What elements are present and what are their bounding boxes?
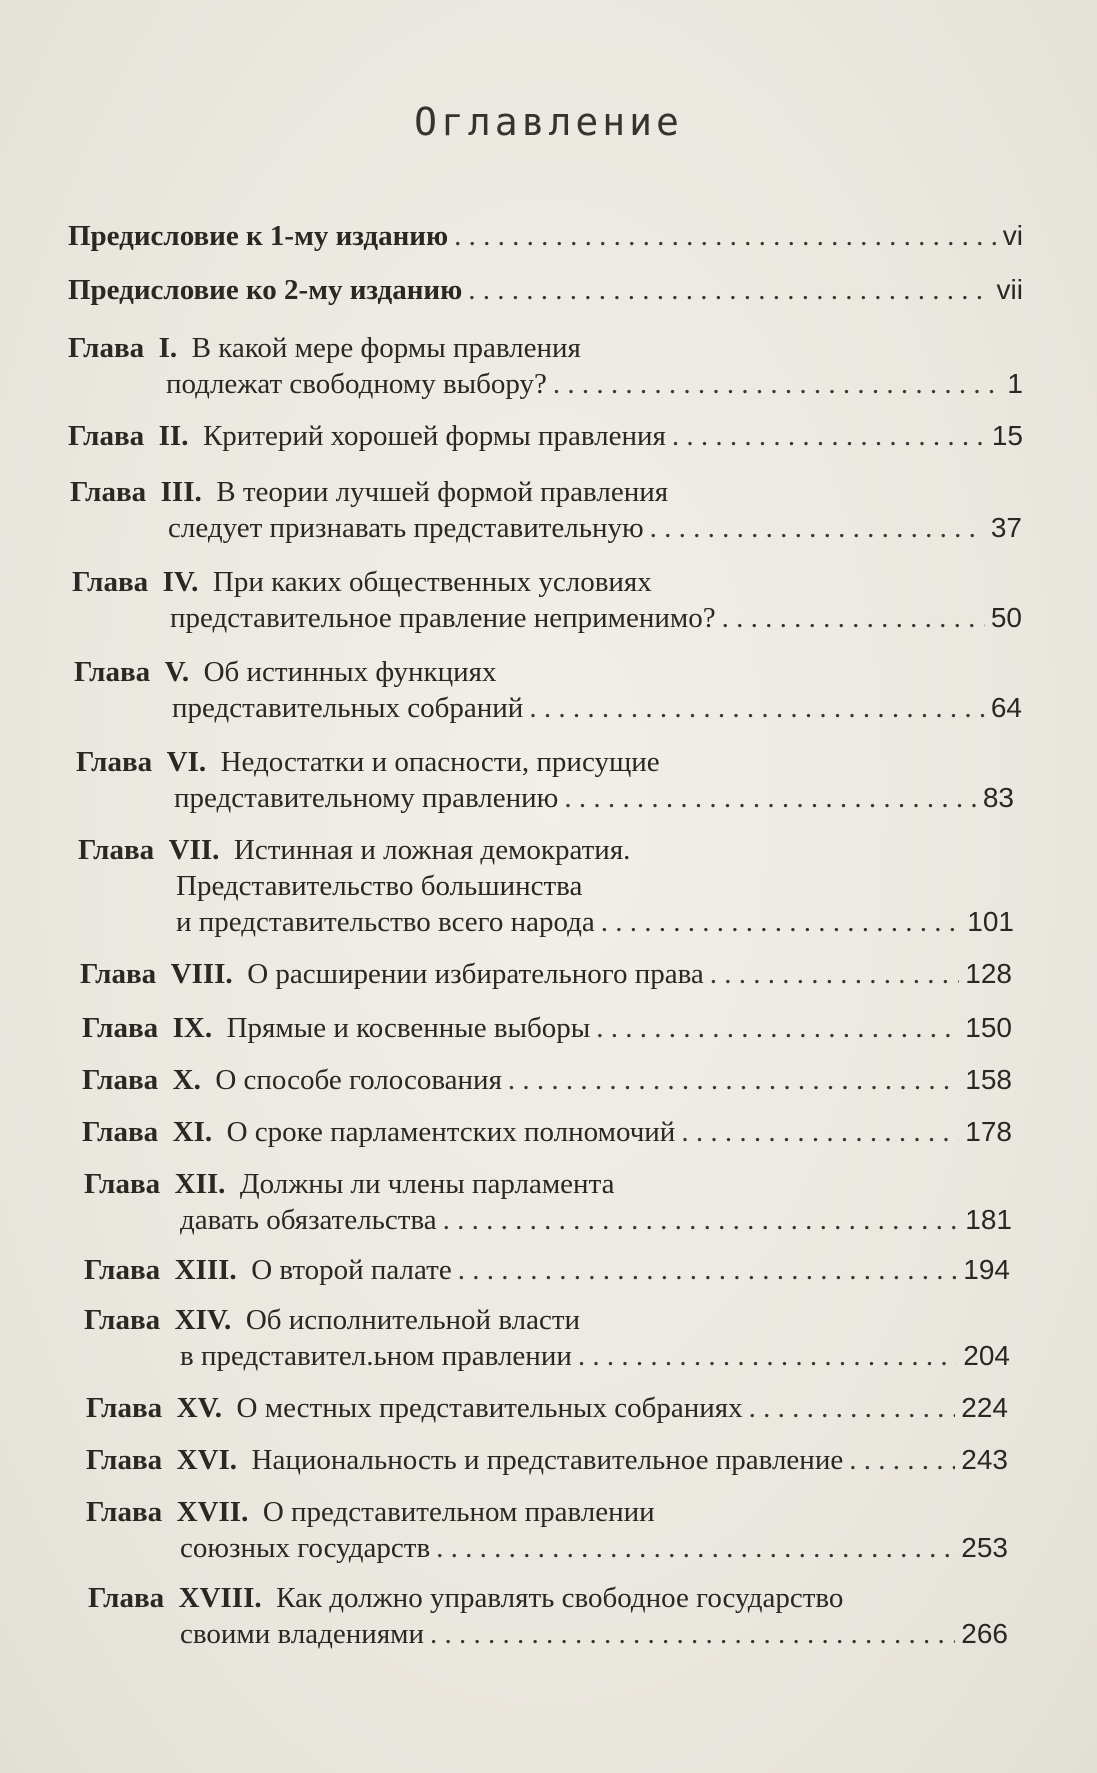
chapter-number: VII. <box>168 834 220 866</box>
chapter-label: Глава <box>72 566 149 598</box>
chapter-title-cont: в представител.ьном правлении <box>180 1340 572 1372</box>
chapter-number: XI. <box>172 1116 213 1148</box>
chapter-title-cont: следует признавать представительную <box>168 512 644 544</box>
chapter-number: I. <box>158 332 178 364</box>
toc-entry-chapter-16 <box>86 1442 1008 1478</box>
chapter-label: Глава <box>68 332 145 364</box>
chapter-title: Национальность и представительное правление <box>251 1444 844 1476</box>
dot-leader <box>508 1062 959 1098</box>
chapter-label: Глава <box>86 1444 163 1476</box>
toc-entry-chapter-18 <box>88 1580 1008 1652</box>
toc-entry-chapter-7 <box>78 832 1014 940</box>
chapter-number: IX. <box>172 1012 213 1044</box>
chapter-label: Глава <box>86 1496 163 1528</box>
chapter-title: Должны ли члены парламента <box>239 1168 615 1200</box>
chapter-title: О второй палате <box>251 1254 452 1286</box>
chapter-title-cont: подлежат свободному выбору? <box>166 368 547 400</box>
chapter-title: Критерий хорошей формы правления <box>202 420 666 452</box>
chapter-title: О расширении избирательного права <box>247 958 704 990</box>
chapter-title-cont: союзных государств <box>180 1532 431 1564</box>
toc-page-number: 204 <box>963 1340 1010 1371</box>
chapter-title: Недостатки и опасности, присущие <box>220 746 660 778</box>
chapter-label: Глава <box>86 1392 163 1424</box>
chapter-title-cont: своими владениями <box>180 1618 425 1650</box>
toc-page-number: 128 <box>965 958 1012 989</box>
dot-leader <box>710 956 959 992</box>
chapter-label: Глава <box>82 1064 159 1096</box>
chapter-title: О представительном правлении <box>262 1496 655 1528</box>
chapter-label: Глава <box>68 420 145 452</box>
dot-leader <box>722 600 985 636</box>
toc-entry-chapter-4 <box>72 564 1022 636</box>
dot-leader <box>443 1202 960 1238</box>
chapter-number: V. <box>164 656 190 688</box>
chapter-label: Глава <box>84 1304 161 1336</box>
toc-entry-chapter-13 <box>84 1252 1010 1288</box>
dot-leader <box>578 1338 957 1374</box>
toc-entry-chapter-6 <box>76 744 1014 816</box>
chapter-label: Глава <box>82 1012 159 1044</box>
chapter-title: Истинная и ложная демократия. <box>233 834 631 866</box>
chapter-number: XVI. <box>176 1444 238 1476</box>
toc-page-number: 37 <box>990 512 1022 543</box>
chapter-title: Как должно управлять свободное государство <box>276 1582 844 1614</box>
chapter-title: Об исполнительной власти <box>245 1304 581 1336</box>
chapter-number: X. <box>172 1064 201 1096</box>
toc-entry-chapter-15 <box>86 1390 1008 1426</box>
toc-page-number: 253 <box>961 1532 1008 1563</box>
page-title: Оглавление <box>414 100 683 144</box>
dot-leader <box>672 418 986 454</box>
toc-entry-chapter-14 <box>84 1302 1010 1374</box>
toc-page-number: 266 <box>961 1618 1008 1649</box>
chapter-title: О способе голосования <box>215 1064 502 1096</box>
chapter-number: VIII. <box>170 958 233 990</box>
chapter-label: Глава <box>84 1168 161 1200</box>
chapter-title-cont: представительному правлению <box>174 782 559 814</box>
toc-entry-chapter-2 <box>68 418 1023 454</box>
dot-leader <box>458 1252 958 1288</box>
toc-entry-preface-1 <box>68 218 1023 254</box>
toc-page-number: 181 <box>965 1204 1012 1235</box>
chapter-number: XVII. <box>176 1496 249 1528</box>
dot-leader <box>468 272 990 308</box>
toc-entry-chapter-8 <box>80 956 1012 992</box>
dot-leader <box>564 780 977 816</box>
toc-page-number: 243 <box>961 1444 1008 1475</box>
toc-page-number: 15 <box>991 420 1023 451</box>
dot-leader <box>650 510 985 546</box>
dot-leader <box>436 1530 955 1566</box>
toc-entry-chapter-5 <box>74 654 1022 726</box>
chapter-title: При каких общественных условиях <box>212 566 652 598</box>
dot-leader <box>681 1114 959 1150</box>
chapter-title-cont: Представительство большинства <box>176 870 583 902</box>
toc-page-number: 150 <box>965 1012 1012 1043</box>
chapter-title: О сроке парламентских полномочий <box>226 1116 676 1148</box>
toc-page-number: 50 <box>990 602 1022 633</box>
toc-page-number: 1 <box>1007 368 1023 399</box>
chapter-title: Об истинных функциях <box>203 656 497 688</box>
chapter-title-cont: давать обязательства <box>180 1204 437 1236</box>
chapter-label: Глава <box>84 1254 161 1286</box>
toc-entry-chapter-10 <box>82 1062 1012 1098</box>
chapter-title: Прямые и косвенные выборы <box>226 1012 591 1044</box>
toc-page-number: 194 <box>963 1254 1010 1285</box>
chapter-title-cont: представительное правление неприменимо? <box>170 602 716 634</box>
dot-leader <box>430 1616 955 1652</box>
dot-leader <box>849 1442 955 1478</box>
toc-entry-title: Предисловие ко 2-му изданию <box>68 274 463 306</box>
dot-leader <box>553 366 1002 402</box>
toc-entry-chapter-11 <box>82 1114 1012 1150</box>
toc-page-number: 158 <box>965 1064 1012 1095</box>
chapter-label: Глава <box>76 746 153 778</box>
chapter-number: III. <box>160 476 202 508</box>
toc-page-number: 64 <box>990 692 1022 723</box>
toc-entry-title: Предисловие к 1-му изданию <box>68 220 449 252</box>
chapter-number: VI. <box>166 746 207 778</box>
chapter-label: Глава <box>78 834 155 866</box>
chapter-number: II. <box>158 420 189 452</box>
chapter-number: XVIII. <box>178 1582 262 1614</box>
chapter-title: В какой мере формы правления <box>191 332 581 364</box>
chapter-title-cont: и представительство всего народа <box>176 906 595 938</box>
toc-entry-chapter-9 <box>82 1010 1012 1046</box>
dot-leader <box>596 1010 959 1046</box>
chapter-number: XIII. <box>174 1254 237 1286</box>
dot-leader <box>749 1390 956 1426</box>
toc-entry-chapter-3 <box>70 474 1022 546</box>
chapter-title: В теории лучшей формой правления <box>216 476 669 508</box>
toc-entry-chapter-17 <box>86 1494 1008 1566</box>
chapter-label: Глава <box>88 1582 165 1614</box>
toc-entry-chapter-12 <box>84 1166 1012 1238</box>
chapter-title: О местных представительных собраниях <box>236 1392 743 1424</box>
toc-page-number: 83 <box>982 782 1014 813</box>
toc-entry-chapter-1 <box>68 330 1023 402</box>
chapter-title-cont: представительных собраний <box>172 692 524 724</box>
toc-page-number: vii <box>996 274 1023 305</box>
dot-leader <box>529 690 985 726</box>
toc-page-number: 101 <box>967 906 1014 937</box>
chapter-number: XII. <box>174 1168 226 1200</box>
dot-leader <box>601 904 962 940</box>
chapter-label: Глава <box>80 958 157 990</box>
chapter-number: IV. <box>162 566 199 598</box>
dot-leader <box>454 218 997 254</box>
toc-page-number: vi <box>1002 220 1023 251</box>
toc-page-number: 224 <box>961 1392 1008 1423</box>
chapter-label: Глава <box>70 476 147 508</box>
chapter-number: XIV. <box>174 1304 232 1336</box>
chapter-label: Глава <box>82 1116 159 1148</box>
toc-entry-preface-2 <box>68 272 1023 308</box>
toc-page-number: 178 <box>965 1116 1012 1147</box>
chapter-label: Глава <box>74 656 151 688</box>
chapter-number: XV. <box>176 1392 223 1424</box>
